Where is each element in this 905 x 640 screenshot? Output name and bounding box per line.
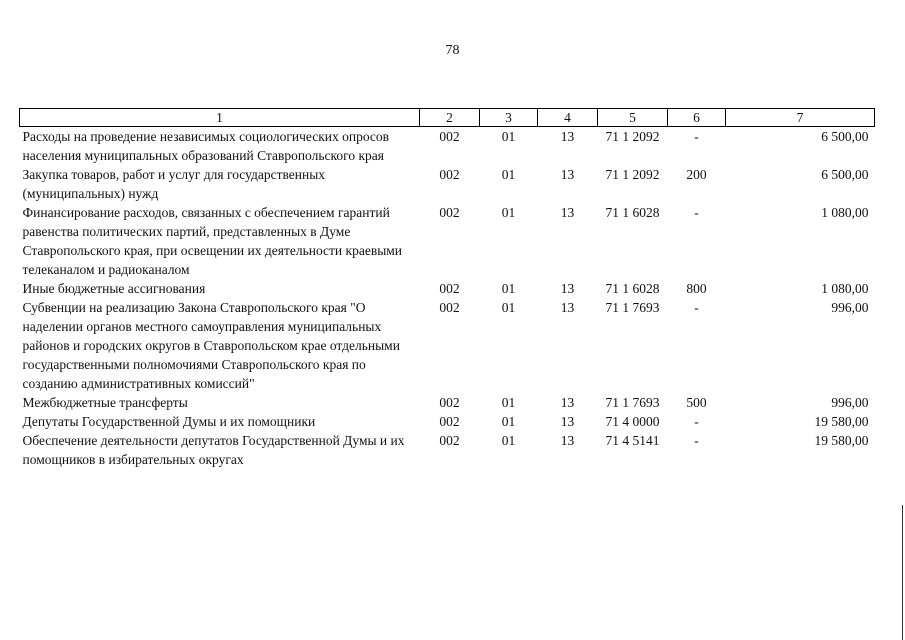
row-code-6: - (694, 300, 699, 315)
row-code-5: 71 1 2092 (605, 129, 660, 144)
row-code-4: 13 (560, 414, 575, 429)
row-code-6: 500 (686, 395, 707, 410)
row-name: Расходы на проведение независимых социологических опросов населения муниципальных образований Ставропольского края (22, 129, 390, 163)
table-row (20, 165, 875, 203)
table-row (20, 412, 875, 431)
row-code-3: 01 (501, 129, 516, 144)
row-amount: 996,00 (831, 300, 869, 315)
row-code-3: 01 (501, 281, 516, 296)
row-code-3: 01 (501, 205, 516, 220)
table-row (20, 203, 875, 279)
row-amount: 19 580,00 (814, 414, 869, 429)
column-header-1: 1 (20, 109, 420, 127)
row-name: Депутаты Государственной Думы и их помощники (22, 414, 316, 429)
row-amount: 6 500,00 (821, 129, 869, 144)
column-header-2: 2 (420, 109, 480, 127)
budget-table (19, 108, 875, 469)
column-header-4: 4 (538, 109, 598, 127)
row-code-2: 002 (439, 433, 460, 448)
row-code-5: 71 1 7693 (605, 395, 660, 410)
column-header-3: 3 (480, 109, 538, 127)
row-code-3: 01 (501, 300, 516, 315)
page-number: 78 (445, 43, 460, 58)
row-code-5: 71 1 7693 (605, 300, 660, 315)
row-amount: 1 080,00 (821, 205, 869, 220)
row-amount: 996,00 (831, 395, 869, 410)
row-code-2: 002 (439, 300, 460, 315)
column-header-7: 7 (726, 109, 875, 127)
row-name: Иные бюджетные ассигнования (22, 281, 206, 296)
row-code-6: - (694, 414, 699, 429)
table-row (20, 393, 875, 412)
row-code-4: 13 (560, 167, 575, 182)
row-name: Субвенции на реализацию Закона Ставропольского края "О наделении органов местного самоуправления муниципальных районов и городских округов в Ставропольском крае отдельными государственными полномочиями Ставропольского края по созданию административных комиссий" (22, 300, 400, 391)
row-code-6: - (694, 129, 699, 144)
row-code-2: 002 (439, 281, 460, 296)
row-code-2: 002 (439, 414, 460, 429)
row-code-5: 71 1 2092 (605, 167, 660, 182)
row-name: Финансирование расходов, связанных с обеспечением гарантий равенства политических партий, представленных в Думе Ставропольского края, при освещении их деятельности краевыми телеканалом и радиоканалом (22, 205, 403, 277)
row-code-3: 01 (501, 395, 516, 410)
row-code-4: 13 (560, 300, 575, 315)
row-code-3: 01 (501, 433, 516, 448)
row-code-5: 71 1 6028 (605, 205, 660, 220)
row-code-2: 002 (439, 205, 460, 220)
row-code-4: 13 (560, 129, 575, 144)
row-code-3: 01 (501, 167, 516, 182)
row-code-6: 800 (686, 281, 707, 296)
table-row (20, 279, 875, 298)
row-code-4: 13 (560, 395, 575, 410)
row-code-6: - (694, 433, 699, 448)
row-name: Межбюджетные трансферты (22, 395, 188, 410)
row-code-5: 71 4 0000 (605, 414, 660, 429)
table-header (20, 109, 875, 127)
row-amount: 1 080,00 (821, 281, 869, 296)
row-code-6: - (694, 205, 699, 220)
row-name: Закупка товаров, работ и услуг для государственных (муниципальных) нужд (22, 167, 326, 201)
row-code-2: 002 (439, 167, 460, 182)
row-name: Обеспечение деятельности депутатов Государственной Думы и их помощников в избирательных округах (22, 433, 405, 467)
row-code-5: 71 1 6028 (605, 281, 660, 296)
table-row (20, 431, 875, 469)
column-header-6: 6 (668, 109, 726, 127)
scan-edge-line (902, 505, 903, 640)
table-row (20, 298, 875, 393)
row-code-2: 002 (439, 129, 460, 144)
row-code-4: 13 (560, 433, 575, 448)
header-row (20, 109, 875, 127)
row-code-3: 01 (501, 414, 516, 429)
row-code-2: 002 (439, 395, 460, 410)
row-amount: 6 500,00 (821, 167, 869, 182)
row-code-4: 13 (560, 205, 575, 220)
table-row (20, 127, 875, 166)
row-code-6: 200 (686, 167, 707, 182)
table-body (20, 127, 875, 470)
row-code-4: 13 (560, 281, 575, 296)
column-header-5: 5 (598, 109, 668, 127)
row-code-5: 71 4 5141 (605, 433, 660, 448)
row-amount: 19 580,00 (814, 433, 869, 448)
